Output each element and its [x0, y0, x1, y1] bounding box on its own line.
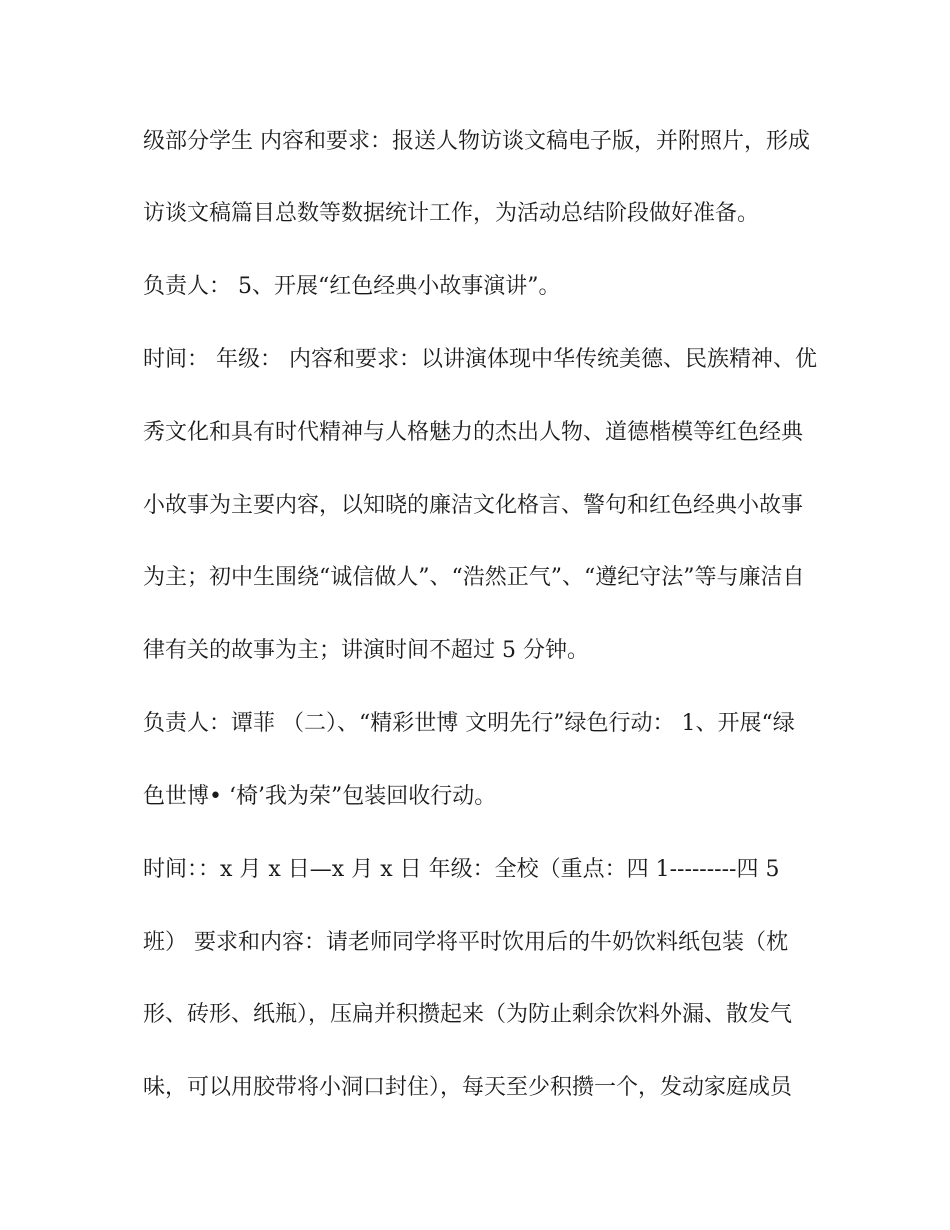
text-line: 访谈文稿篇目总数等数据统计工作，为活动总结阶段做好准备。 — [143, 201, 760, 226]
text-line: 负责人：谭菲 （二）、“精彩世博 文明先行”绿色行动： 1、开展“绿 — [143, 711, 795, 736]
text-line: 班） 要求和内容：请老师同学将平时饮用后的牛奶饮料纸包装（枕 — [143, 930, 788, 955]
text-line: 形、砖形、纸瓶），压扁并积攒起来（为防止剩余饮料外漏、散发气 — [143, 1002, 793, 1027]
text-line: 味，可以用胶带将小洞口封住），每天至少积攒一个，发动家庭成员 — [143, 1075, 793, 1100]
text-line: 小故事为主要内容，以知晓的廉洁文化格言、警句和红色经典小故事 — [143, 493, 804, 518]
text-line: 负责人： 5、开展“红色经典小故事演讲”。 — [143, 274, 561, 299]
text-line: 为主；初中生围绕“诚信做人”、“浩然正气”、“遵纪守法”等与廉洁自 — [143, 565, 805, 590]
text-line: 秀文化和具有时代精神与人格魅力的杰出人物、道德楷模等红色经典 — [143, 420, 804, 445]
text-line: 级部分学生 内容和要求：报送人物访谈文稿电子版，并附照片，形成 — [143, 129, 810, 154]
text-line: 时间：：x 月 x 日—x 月 x 日 年级：全校（重点：四 1---------四 5 — [143, 857, 780, 882]
text-line: 色世博• ‘椅’我为荣”包装回收行动。 — [143, 784, 497, 809]
text-line: 律有关的故事为主；讲演时间不超过 5 分钟。 — [143, 638, 589, 663]
text-line: 时间： 年级： 内容和要求：以讲演体现中华传统美德、民族精神、优 — [143, 347, 817, 372]
